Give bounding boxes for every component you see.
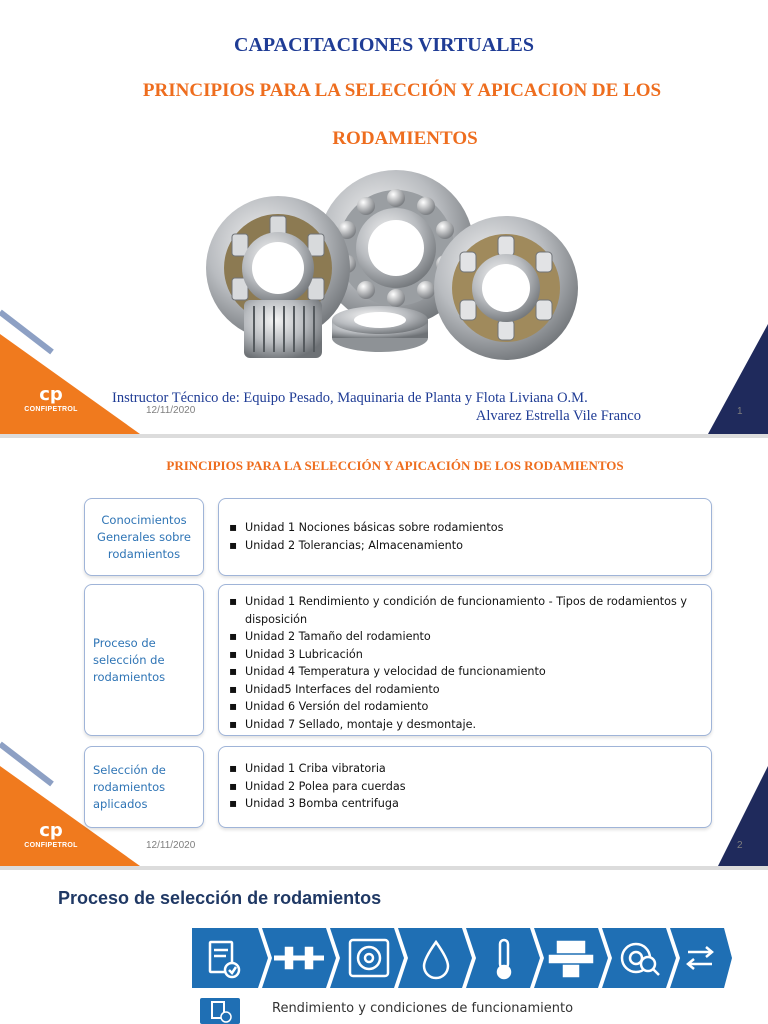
list-item: ▪ Unidad 1 Criba vibratoria [245,760,699,778]
slide-subtitle-line2: RODAMIENTOS [332,128,478,149]
slide-2 [0,438,768,866]
slide-title: PRINCIPIOS PARA LA SELECCIÓN Y APICACIÓN DE LOS RODAMIENTOS [166,458,624,473]
list-item: ▪ Unidad 6 Versión del rodamiento [245,698,699,716]
corner-decoration [0,294,140,434]
list-item: ▪ Unidad 2 Tolerancias; Almacenamiento [245,537,699,555]
units-box [218,584,712,736]
slide-title: Proceso de selección de rodamientos [58,888,382,908]
list-item: ▪ Unidad5 Interfaces del rodamiento [245,681,699,699]
step-8 [670,928,732,988]
list-item: ▪ Unidad 4 Temperatura y velocidad de funcionamiento [245,663,699,681]
category-label: Proceso de selección de rodamientos [93,635,166,684]
list-item: ▪ Unidad 3 Lubricación [245,646,699,664]
units-box [218,498,712,576]
list-item: ▪ Unidad 3 Bomba centrifuga [245,795,699,813]
slide-3 [0,870,768,1024]
corner-decoration [718,766,768,866]
corner-decoration [708,324,768,434]
instructor-line-2: Alvarez Estrella Vile Franco [475,408,641,424]
category-box [84,498,204,576]
slide-1 [0,0,768,434]
list-item: ▪ Unidad 1 Rendimiento y condición de funcionamiento - Tipos de rodamientos y disposición [245,593,699,628]
process-steps-bar [192,928,732,988]
page-number: 2 [737,840,743,851]
slide-title: CAPACITACIONES VIRTUALES [234,34,534,56]
list-item: ▪ Unidad 1 Nociones básicas sobre rodamientos [245,519,699,537]
confipetrol-logo: cp CONFIPETROL [24,820,78,849]
category-label: Selección de rodamientos aplicados [93,762,166,811]
category-box [84,746,204,828]
category-box [84,584,204,736]
step-1 [192,928,268,988]
page-number: 1 [737,406,743,417]
list-item: ▪ Unidad 2 Polea para cuerdas [245,778,699,796]
slide-date: 12/11/2020 [146,405,196,416]
slide-date: 12/11/2020 [146,840,196,851]
instructor-line-1: Instructor Técnico de: Equipo Pesado, Maquinaria de Planta y Flota Liviana O.M. [112,390,588,406]
category-label: Conocimientos Generales sobre rodamientos [97,512,191,561]
bearings-photo [200,160,590,380]
list-item: ▪ Unidad 7 Sellado, montaje y desmontaje. [245,716,699,734]
step-label: Rendimiento y condiciones de funcionamiento [272,1001,574,1016]
units-box [218,746,712,828]
document-check-icon [200,998,240,1024]
slide-subtitle-line1: PRINCIPIOS PARA LA SELECCIÓN Y APICACION DE LOS [142,80,662,101]
list-item: ▪ Unidad 2 Tamaño del rodamiento [245,628,699,646]
step-7 [602,928,676,988]
step-3 [330,928,404,988]
confipetrol-logo: cp CONFIPETROL [24,384,78,413]
